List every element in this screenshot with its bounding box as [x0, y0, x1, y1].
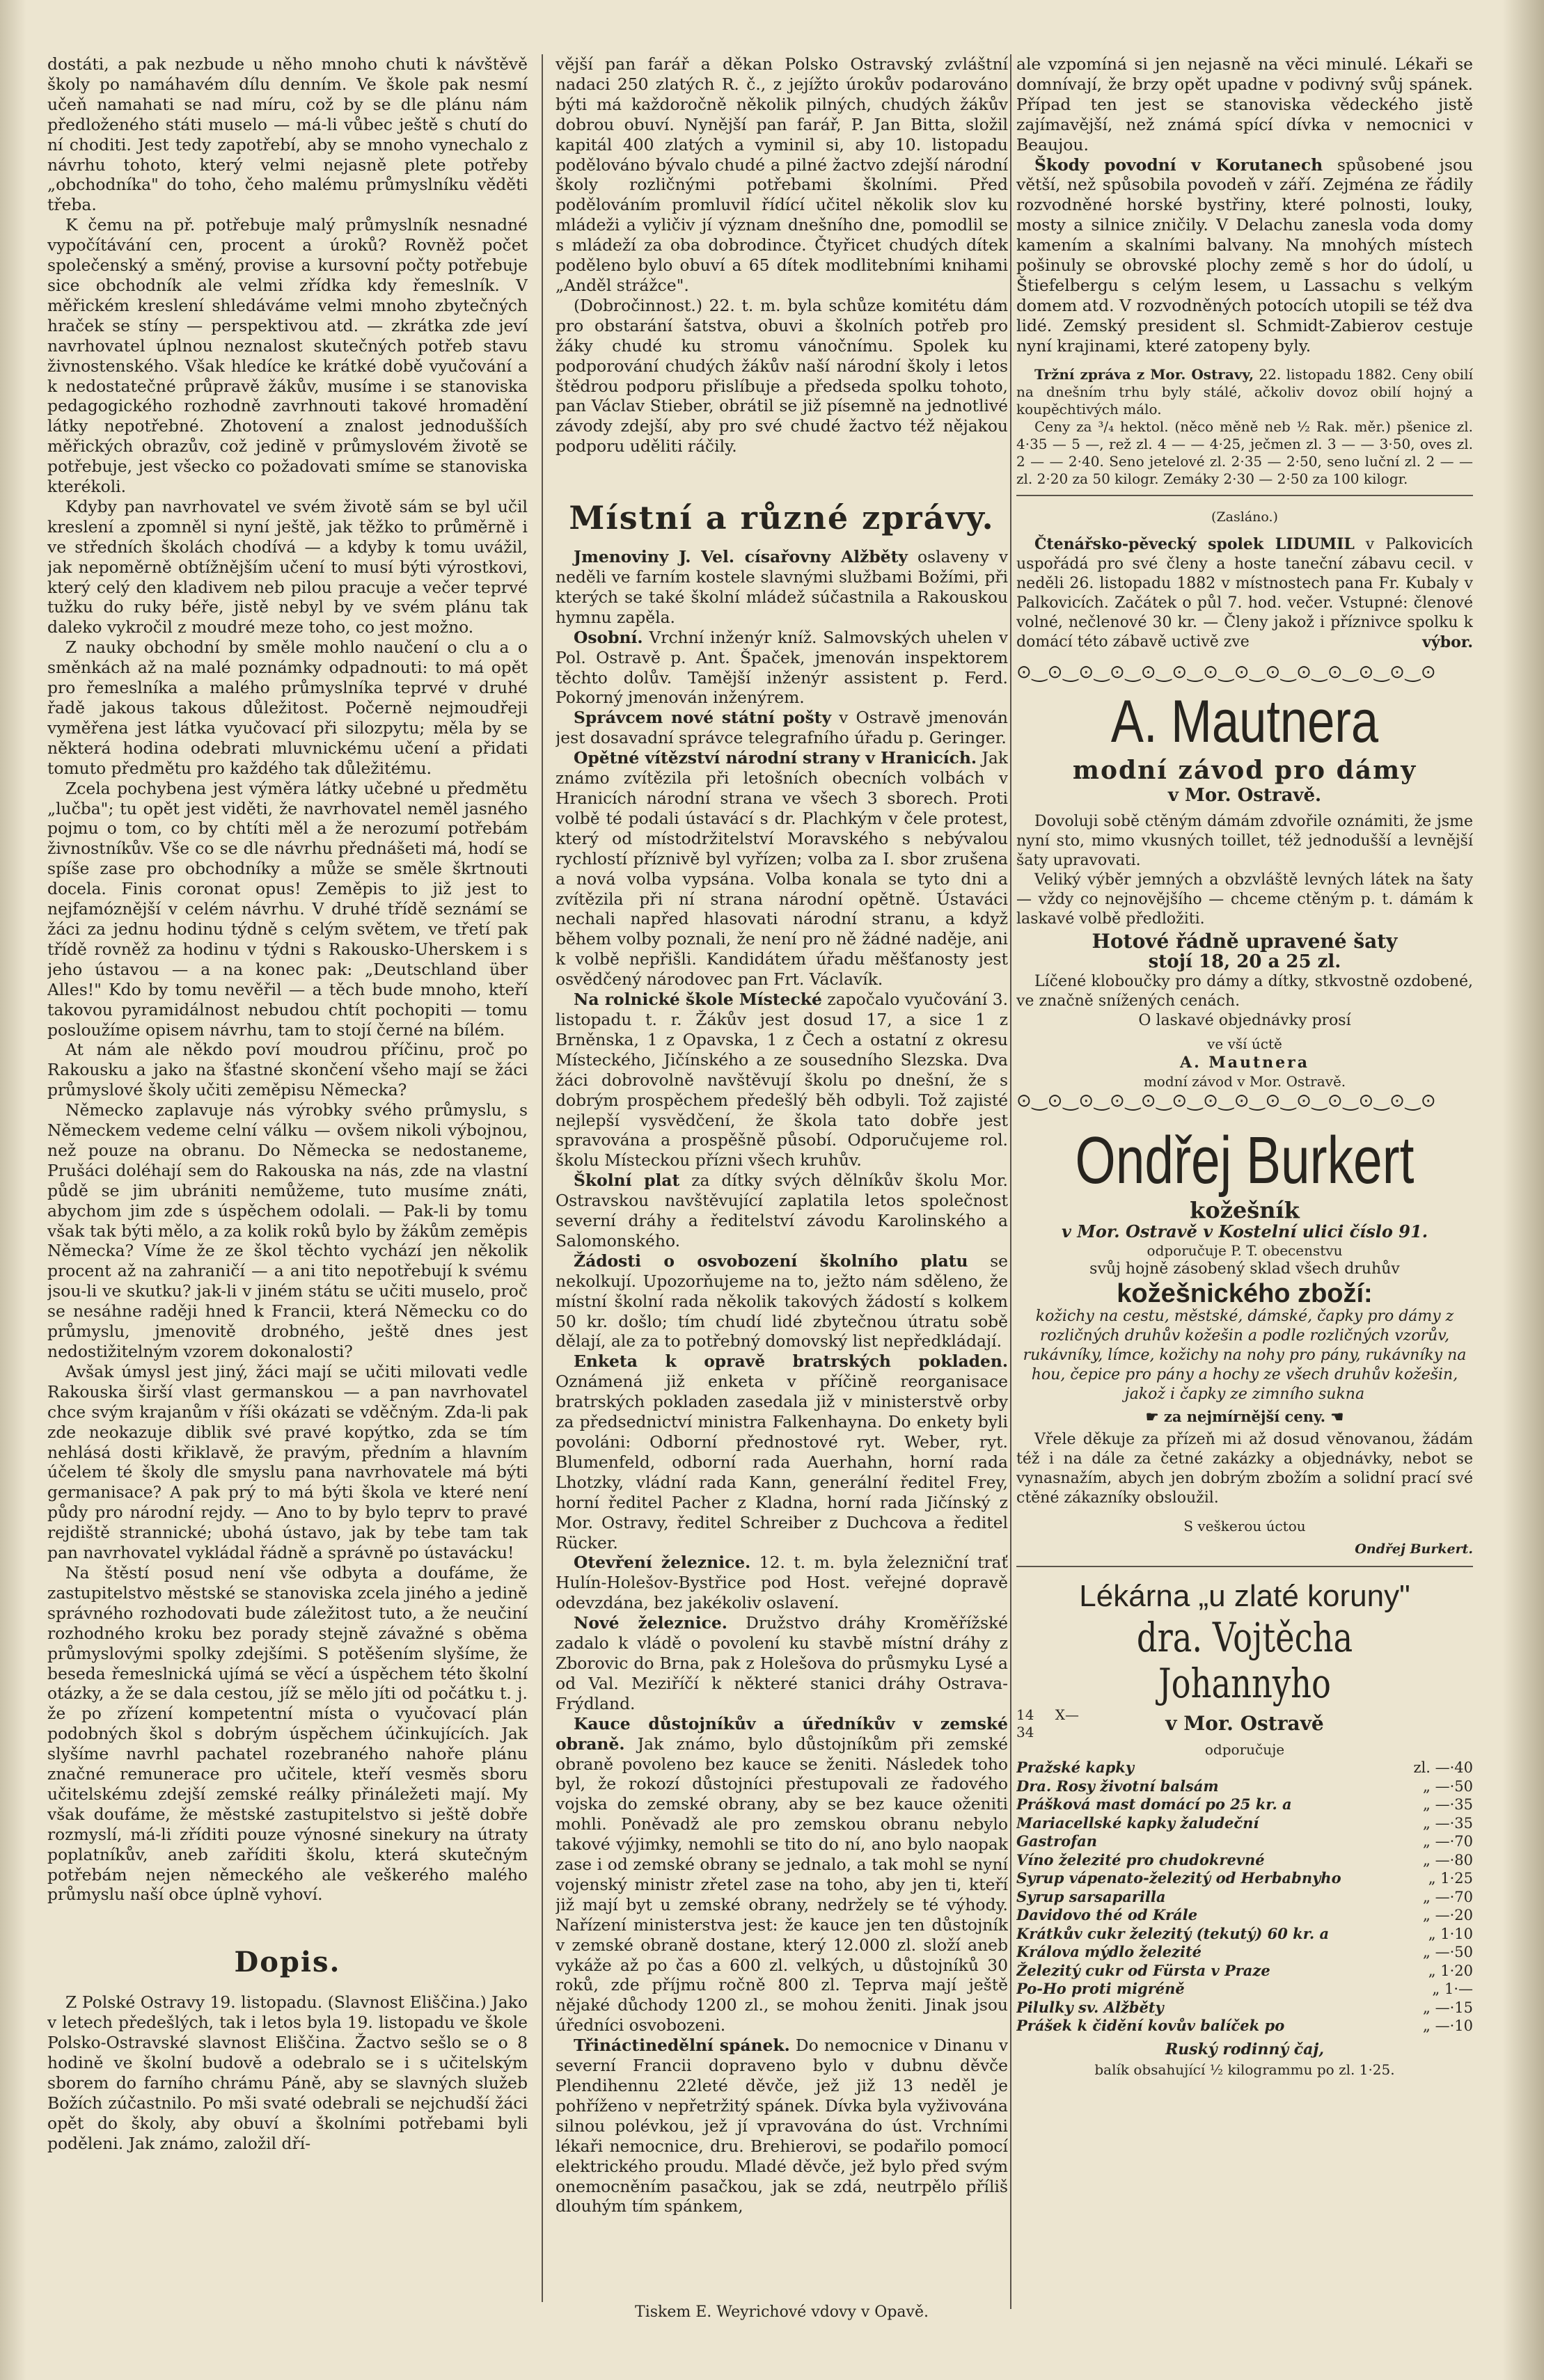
article-paragraph: Kdyby pan navrhovatel ve svém životě sám se byl učil kreslení a zpomněl si nyní ještě, jak těžko to průměrně i ve středních školách chodívá — a kdyby k tomu uvážil, jak nepoměrně obtížnějším učení to musí býti výrostkovi, který celý den kladivem neb pilou pracuje a večer teprvé tužku do ruky béře, jistě nebyl by ve svém plánu tak daleko vykročil z moudré meze toho, co jest možno.	[47, 496, 528, 637]
ad-mautner-highlight: Hotové řádně upravené šaty	[1092, 930, 1398, 953]
ad-mautner	[1016, 662, 1473, 1112]
price-row	[1016, 1925, 1473, 1944]
price-item-price: „ —·15	[1423, 1999, 1473, 2016]
market-report-body: 22. listopadu 1882. Ceny obilí na dnešním trhu byly stálé, ačkoliv dovoz obilí hojný a koupěchtivých málo.	[1016, 365, 1473, 418]
price-item-name: Víno železité pro chudokrevné	[1016, 1850, 1265, 1869]
article-paragraph: vější pan farář a děkan Polsko Ostravský zvláštní nadaci 250 zlatých R. č., z jejížto úrokův podarováno býti má každoročně několik pilných, chudých žákův dobrou obuví. Nynější pan farář, P. Jan Bitta, složil kapitál 400 zlatých a vyminil si, aby 10. listopadu podělováno bývalo chudé a pilné žactvo zdejší národní školy rozličnými potřebami školními. Před podělováním promluvil řídící učitel několik slov ku mládeži a vyličiv jí význam dnešního dne, pomodlil se s mládeží za oba dobrodince. Čtyřicet chudých dítek poděleno bylo obuví a 65 dítek modlitebními knihami „Anděl strážce".	[556, 54, 1008, 295]
news-item-body: Jak známo, bylo důstojníkům při zemské obraně povoleno bez kauce se ženiti. Následek toho byl, že rokozí důstojníci přestupovali ze řadového vojska do zemské obrany, aby se bez kauce oženiti mohli. Poněvadž ale pro zemskou obranu nebylo takové výjimky, nemohli se tito do ní, ano bylo naopak zase i od zemské obrany se jednalo, a tak mohl se nyní vojenský ministr zřetel zase na toho, aby jen ti, kteří již mají byt u zemské obrany, nedržely se té výhody. Nařízení ministerstva jest: že kauce jen ten důstojník v zemské obraně dostane, který 12.000 zl. složí aneb vykáže až po čas a 600 zl. velkých, u důstojníků 30 roků, zde příjmu ročně 800 zl. Teprva mají ještě nějaké důchody 1200 zl., se mohou ženiti. Jinak jsou úředníci osvobozeni.	[556, 1734, 1008, 2036]
price-row	[1016, 1999, 1473, 2017]
news-item-body: se nekolkují. Upozorňujeme na to, ježto nám sděleno, že místní školní rada několik takových žádostí s kolkem 50 kr. došlo; tím chudí lidé zbytečnou útratu sobě dělají, ale za to potřebný domovský list nepředkládají.	[556, 1251, 1008, 1351]
ad-burkert-respect: S veškerou úctou	[1183, 1517, 1306, 1534]
market-prices: Ceny za ³/₄ hektol. (něco měně neb ½ Rak. měr.) pšenice zl. 4·35 — 5 —, rež zl. 4 — — 4·25, ječmen zl. 3 — — 3·50, oves zl. 2 — — 2·40. Seno jetelové zl. 2·35 — 2·50, seno luční zl. 2 — — zl. 2·20 za 50 kilogr. Zemáky 2·30 — 2·50 za 100 kilogr.	[1016, 418, 1473, 487]
news-item-body: Jak známo zvítězila při letošních obecních volbách v Hranicích národní strana ve všech 3 sborech. Proti volbě té podali ústavácí s dr. Plachkým v čele protest, který od místodržitelství Moravského s nebývalou rychlostí příznivě byl vyřízen; volba za I. sbor zrušena a nová volba vypsána. Volba konala se tyto dni a zvítězila při ní strana národní opětně. Ústaváci nechali napřed hlasovati národní stranu, a když během volby poznali, že není pro ně žádné naděje, ani k volbě nepřišli. Kandidátem úřadu měšťanosty jest osvědčený národovec pan Frt. Václavík.	[556, 748, 1008, 990]
zaslano-label: (Zasláno.)	[1211, 509, 1278, 525]
news-item-title: Správcem nové státní pošty	[574, 708, 832, 728]
ad-lekarna-recommends: odporučuje	[1204, 1741, 1285, 1759]
article-paragraph: K čemu na př. potřebuje malý průmyslník nesnadné vypočítávání cen, procent a úroků? Rovněž počet společenský a směný, provise a kursovní počty potřebuje sice obchodník ale velmi zřídka kdy řemeslník. V měřickém kreslení shledáváme velmi mnoho zbytečných hraček se stíny — perspektivou atd. — zkrátka zde jeví navrhovatel úplnou neznalost skutečných potřeb stavu živnostenského. Však hledíce ke krátké době vyučování a k nedostatečné průpravě žákův, musíme i se stanoviska pedagogického rozhodně zavrhnouti takové hromadění látky nepotřebné. Zhotovení a znalost jednodušších měřických obrazův, což jedině v průmyslovém životě se potřebuje, jest všecko co požadovati smíme se stanoviska kterékoli.	[47, 215, 528, 497]
ad-burkert-price	[1016, 1407, 1473, 1427]
price-row	[1016, 1888, 1473, 1907]
news-item	[556, 708, 1008, 748]
news-item	[556, 1553, 1008, 1613]
news-item	[556, 748, 1008, 990]
price-row	[1016, 1851, 1473, 1870]
price-row	[1016, 1980, 1473, 1999]
ad-burkert-address: v Mor. Ostravě v Kostelní ulici číslo 91.	[1061, 1221, 1428, 1241]
article-paragraph: ale vzpomíná si jen nejasně na věci minulé. Lékaři se domnívají, že brzy opět upadne v podivný svůj spánek. Případ ten jest se stanoviska vědeckého jistě zajímavější, než známá spící dívka v nemocnici v Beaujou.	[1016, 54, 1473, 154]
price-item-price: „ —·20	[1423, 1907, 1473, 1924]
news-item	[556, 1351, 1008, 1553]
page-edge-right	[1502, 0, 1544, 2380]
news-item-body: Oznámená již enketa v příčině reorganisace bratrských pokladen zasedala již v ministerstvě orby za předsednictví ministra Falkenhayna. Do enkety byli povoláni: Odborní přednostové ryt. Weber, ryt. Blumenfeld, odborní rada Auerhahn, horní rada Lhotzky, vládní rada Kann, generální ředitel Frey, horní ředitel Pacher z Kladna, horní rada Jičínský z Mor. Ostravy, ředitel Schreiber z Duchcova a ředitel Rücker.	[556, 1372, 1008, 1553]
article-paragraph: (Dobročinnost.) 22. t. m. byla schůze komitétu dám pro obstarání šatstva, obuvi a školních potřeb pro žáky chudé ku stromu vánočnímu. Spolek ku podporování chudých žákův naší národní školy i letos štědrou podporu přislíbuje a předseda spolku tohoto, pan Václav Stieber, obrátil se již písemně na jednotlivé závody zdejší, aby pro své chudé žactvo též nějakou podporu uděliti ráčily.	[556, 295, 1008, 457]
divider	[1016, 1566, 1473, 1567]
news-item-body: Do nemocnice v Dinanu v severní Francii dopraveno bylo v dubnu děvče Plendihennu 22leté děvče, jež již 13 neděl je pohříženo v nepřetržitý spánek. Dívka byla vyživována silnou polévkou, jež jí vpravována do úst. Vrchními lékaři nemocnice, dru. Brehierovi, se podařilo pomocí elektrického proudu. Mladé děvče, jež bylo před svým onemocněním pasačkou, jak se zdá, neutrpělo příliš dlouhým tím spánkem,	[556, 2036, 1008, 2216]
ad-lekarna	[1016, 1578, 1473, 2079]
price-row	[1016, 1906, 1473, 1925]
news-item-title: Enketa k opravě bratrských pokladen.	[574, 1351, 1008, 1372]
news-item-title: Třináctinedělní spánek.	[574, 2036, 790, 2056]
news-item-body: oslaveny v neděli ve farním kostele slavnými službami Božími, při kterých se také školní mládež súčastnila a Rakouskou hymnu zapěla.	[556, 547, 1008, 627]
news-item-body: v Ostravě jmenován jest dosavadní správce telegrafního úřadu p. Geringer.	[556, 708, 1008, 748]
ad-mautner-subtitle: modní závod pro dámy	[1072, 755, 1417, 785]
article-paragraph: Německo zaplavuje nás výrobky svého průmyslu, s Německem vedeme celní válku — ovšem nikoli výbojnou, než pouze na obranu. Do Německa se nedostaneme, Prušáci doléhají sem do Rakouska na nás, zde na vlastní půdě se jim ubrániti nemůžeme, tuto musíme znáti, abychom jim zde s úspěchem odolali. — Pak-li by tomu však tak býti mělo, a za kolik roků bylo by žákům zeměpis Německa? Víme že ze škol těchto vychází jen několik procent až na zahraničí — a ani tito nepotřebují k svému jsou-li ve skutku? jak-li v jiném státu se učiti muselo, proč se nesáhne raději hned k Francii, která Německu co do průmyslu, jmenovitě drobného, ještě dnes jest nedostižitelným vzorem dokonalosti?	[47, 1100, 528, 1361]
printer-footer: Tiskem E. Weyrichové vdovy v Opavě.	[635, 2303, 929, 2321]
lidumil-title: Čtenářsko-pěvecký spolek LIDUMIL	[1034, 534, 1355, 553]
price-item-name: Po-Ho proti migréně	[1016, 1980, 1185, 1998]
news-items	[556, 547, 1008, 2216]
price-item-price: „ 1·—	[1432, 1981, 1473, 1998]
ad-burkert	[1016, 1122, 1473, 1559]
price-item-name: Krátkův cukr železitý (tekutý) 60 kr. a	[1016, 1924, 1330, 1942]
price-list	[1016, 1759, 1473, 2036]
news-item-body: za dítky svých dělníkův školu Mor. Ostravskou navštěvující zaplatila letos společnost severní dráhy a ředitelství závodu Karolinského a Salomonského.	[556, 1171, 1008, 1251]
dopis-paragraph: Z Polské Ostravy 19. listopadu. (Slavnost Eliščina.) Jako v letech předešlých, tak i letos byla 19. listopadu ve škole Polsko-Ostravské slavnost Eliščina. Žactvo sešlo se o 8 hodině ve školní budově a odebralo se i s učitelským sborem do farního chrámu Páně, aby se slavných služeb Božích zúčastnilo. Po mši svaté odebrali se nejchudší žáci opět do školy, aby obuví a školními potřebami byli poděleni. Jak známo, založil dří-	[47, 1992, 528, 2153]
price-row	[1016, 1832, 1473, 1851]
ad-burkert-signature: Ondřej Burkert.	[1355, 1541, 1473, 1557]
news-item-title: Na rolnické škole Místecké	[574, 990, 822, 1010]
ad-burkert-price-text: za nejmírnější ceny.	[1163, 1407, 1326, 1425]
market-report	[1016, 366, 1473, 418]
news-item	[1016, 155, 1473, 356]
ad-burkert-name: Ondřej Burkert	[1075, 1123, 1415, 1198]
ad-lekarna-place: v Mor. Ostravě	[1165, 1712, 1324, 1736]
news-item-title: Školní plat	[574, 1171, 680, 1191]
price-item-name: Železitý cukr od Fürsta v Praze	[1016, 1961, 1270, 1979]
price-row	[1016, 2017, 1473, 2036]
article-paragraph: Avšak úmysl jest jiný, žáci mají se učiti milovati vedle Rakouska širší vlast germanskou — a pan navrhovatel chce svým krajanům v říši okázati se vděčným. Zda-li pak zde neokazuje diblik své pravé kopýtko, zda se tím nehlásá dosti křiklavě, že pravým, předním a hlavním účelem té školy dle smyslu pana navrhovatele má býti germanisace? A pak prý to má býti škola ve které není půdy pro národní rejdy. — Ano to by bylo teprv to pravé rejdiště strannické; ubohá ústavo, jak by tebe tam tak pan navrhovatel vykládal řádně a správně po ústavácku!	[47, 1361, 528, 1563]
price-row	[1016, 1777, 1473, 1796]
news-item-body: Družstvo dráhy Kroměřížské zadalo k vládě o povolení ku stavbě místní dráhy z Zborovic do Brna, pak z Holešova do průsmyku Lysé a od Val. Meziříčí k některé stanici dráhy Ostrava-Frýdland.	[556, 1613, 1008, 1713]
price-row	[1016, 1814, 1473, 1833]
column-1	[47, 54, 528, 2323]
news-item	[556, 1714, 1008, 2036]
news-item-title: Opětné vítězství národní strany v Hranicích.	[574, 748, 977, 768]
page-edge-left	[0, 0, 26, 2380]
ad-lekarna-tea: Ruský rodinný čaj,	[1165, 2040, 1325, 2058]
price-item-price: „ 1·25	[1428, 1870, 1473, 1887]
price-item-name: Pražské kapky	[1016, 1759, 1135, 1777]
section-heading-mistni: Místní a různé zprávy.	[569, 499, 995, 537]
ad-burkert-goods: kožešnického zboží:	[1117, 1278, 1373, 1308]
news-item-body: Vrchní inženýr kníž. Salmovských uhelen v Pol. Ostravě p. Ant. Špaček, jmenován inspektorem těchto dolův. Tamější inženýr assistent p. Ferd. Pokorný jmenován inženýrem.	[556, 627, 1008, 708]
news-item-title: Osobní.	[574, 627, 643, 647]
ad-lekarna-owner: dra. Vojtěcha Johannyho	[1136, 1614, 1353, 1708]
price-item-name: Syrup vápenato-železitý od Herbabnyho	[1016, 1869, 1341, 1887]
section-heading-dopis: Dopis.	[234, 1946, 341, 1979]
price-row	[1016, 1869, 1473, 1888]
price-item-price: „ —·10	[1423, 2017, 1473, 2035]
ad-mautner-body: Dovoluji sobě ctěným dámám zdvořile oznámiti, že jsme nyní sto, mimo vkusných toillet, též jednodušší a levnější šaty upravovati.	[1016, 813, 1473, 870]
ad-mautner-prices: stojí 18, 20 a 25 zl.	[1148, 951, 1341, 973]
price-item-name: Mariacellské kapky žaludeční	[1016, 1814, 1259, 1832]
price-row	[1016, 1795, 1473, 1814]
price-item-price: „ 1·10	[1428, 1925, 1473, 1942]
news-item-title: Žádosti o osvobození školního platu	[574, 1251, 968, 1271]
news-item-title: Nové železnice.	[574, 1613, 727, 1633]
article-paragraph: Z nauky obchodní by směle mohlo naučení o clu a o směnkách až na malé poznámky odpadnouti: to má opět pro řemeslníka a malého průmyslníka teprvé v druhé řadě jakous takous důležitost. Počerně nejmoudřeji vyměřena jest látka vyučovací při silozpytu; měla by se některá hodina odebrati mluvnickému učení a přidati tomuto předmětu pro každého tak důležitému.	[47, 637, 528, 778]
news-item	[556, 1613, 1008, 1714]
price-item-name: Prášek k čidění kovův balíček po	[1016, 2017, 1285, 2035]
news-item-body: 12. t. m. byla železniční trať Hulín-Holešov-Bystřice pod Host. veřejné dopravě odevzdána, bez jakékoliv oslavení.	[556, 1553, 1008, 1613]
news-item-body: započalo vyučování 3. listopadu t. r. Žákův jest dosud 17, a sice 1 z Brněnska, 1 z Opavska, 1 z Čech a ostatní z okresu Místeckého, Jičínského a ze sousedního Slezska. Dva žáci dobrovolně navštěvují školu po dnešní, že s dobrým prospěchem předešlý běh odbyli. Tož zajisté nejlepší vysvědčení, že škola tato dobře jest spravována a prospěšně působí. Odporučujeme rol. školu Místeckou přízni všech kruhův.	[556, 990, 1008, 1171]
ad-lekarna-tea-detail: balík obsahující ½ kilogrammu po zl. 1·25.	[1094, 2061, 1395, 2078]
ad-mautner-sig1: ve vší úctě	[1207, 1036, 1282, 1053]
news-item	[556, 628, 1008, 708]
price-item-price: „ 1·20	[1428, 1962, 1473, 1979]
news-item	[556, 2036, 1008, 2216]
price-item-price: „ —·35	[1423, 1814, 1473, 1832]
news-item-title: Kauce důstojníkův a úředníkův v zemské obraně.	[556, 1713, 1008, 1754]
news-item-title: Otevření železnice.	[574, 1553, 751, 1573]
price-item-name: Davidovo thé od Krále	[1016, 1906, 1198, 1924]
ad-mautner-body: O laskavé objednávky prosí	[1138, 1012, 1351, 1030]
column-rule-1	[542, 54, 543, 2302]
news-item	[556, 990, 1008, 1171]
news-item-title: Jmenoviny J. Vel. císařovny Alžběty	[574, 547, 908, 567]
ad-lekarna-ref: 14 X—34	[1016, 1706, 1079, 1741]
price-item-name: Gastrofan	[1016, 1832, 1098, 1850]
news-item	[556, 1171, 1008, 1251]
ad-border-top: ⊙‿⊙‿⊙‿⊙‿⊙‿⊙‿⊙‿⊙‿⊙‿⊙‿⊙‿⊙‿⊙‿⊙	[1016, 661, 1437, 683]
news-item-title: Škody povodní v Korutanech	[1034, 154, 1323, 175]
ad-mautner-body: Veliký výběr jemných a obzvláště levných látek na šaty — vždy co nejnovějšího — chceme ctěným p. t. dámám k laskavé volbě předložiti.	[1016, 871, 1473, 928]
ad-burkert-line: svůj hojně zásobený sklad všech druhův	[1089, 1260, 1400, 1278]
market-report-title: Tržní zpráva z Mor. Ostravy,	[1034, 365, 1254, 383]
ad-burkert-list: kožichy na cestu, městské, dámské, čapky pro dámy z rozličných druhův kožešin a podle rozličných vzorův, rukávníky, límce, kožichy na nohy pro pány, rukávníky na hou, čepice pro pány a hochy ze všech druhův kožešin, jakož i čapky ze zimního sukna	[1023, 1307, 1467, 1403]
ad-mautner-sig2: A. Mautnera	[1180, 1054, 1309, 1072]
column-3	[1016, 54, 1473, 2323]
hand-pointer-icon: ☛	[1145, 1407, 1164, 1425]
price-item-name: Syrup sarsaparilla	[1016, 1887, 1166, 1905]
article-paragraph: dostáti, a pak nezbude u něho mnoho chuti k návštěvě školy po namáhavém dílu denním. Ve škole pak nesmí učeň namahati se nad míru, což by se dle plánu nám předloženého státi muselo — má-li vůbec ještě s chutí do ní choditi. Jest tedy zapotřebí, aby se mnoho vynechalo z návrhu tohoto, který velmi nejasně plete potřeby „obchodníka" do toho, čeho malému průmyslníku věděti třeba.	[47, 54, 528, 215]
lidumil-signature: výbor.	[1422, 633, 1473, 651]
ad-mautner-place: v Mor. Ostravě.	[1167, 784, 1322, 806]
news-item-body: spůsobené jsou větší, než spůsobila povodeň v září. Zejména ze řádily rozvodněné horské bystřiny, které polnosti, louky, mosty a silnice zničily. V Delachu zanesla voda domy kamením a skalními balvany. Na mnohých místech pošinuly se obrovské plochy země s hor do údolí, u Štiefelbergu s celým lesem, u Lassachu s velkým domem atd. V rozvodněných potocích utopili se též dva lidé. Zemský president sl. Schmidt-Zabierov cestuje nyní krajinami, které zatopeny byly.	[1016, 154, 1473, 356]
ad-burkert-trade: kožešník	[1190, 1197, 1300, 1224]
article-paragraph: Na štěstí posud není vše odbyta a doufáme, že zastupitelstvo městské se stanoviska zcela jiného a jedině správného rozhodovati bude záležitost tuto, a že neučiní rozhodného kroku bez porady stejně závažné s oběma průmyslovými spolky zdejšími. S potěšením slyšíme, že beseda řemeslnická ujímá se věcí a úspěchem této školní otázky, a že se dala cestou, jíž se mělo jíti od počátku t. j. že po zřízení kompetentní místa o vyučovací plán podobných škol s dobrým úspěchem účinkujících. Jak slyšíme navrhl pachatel rozebraného nahoře plánu značné remunerace pro učitele, kteří vesměs sboru učitelskému zdejší zemské reálky přináležeti mají. My však doufáme, že městské zastupitelstvo si ještě dobře rozmyslí, má-li zříditi pouze výnosné sinekury na útraty poplatníkův, aneb zaříditi školu, která skutečným potřebám nejen německého ale veškerého malého průmyslu naší obce úplně vyhoví.	[47, 1562, 528, 1905]
ad-mautner-name: A. Mautnera	[1110, 688, 1379, 755]
article-paragraph: Zcela pochybena jest výměra látky učebné u předmětu „lučba"; tu opět jest viděti, že navrhovatel neměl jasného pojmu o tom, co by chtíti měl a že nerozumí potřebám živnostníkův. Vše co se dle návrhu přednášeti má, hodí se spíše zase pro obchodníky a může se směle škrtnouti docela. Finis coronat opus! Zeměpis to již jest to nejfamóznější v celém návrhu. V druhé třídě seznámí se žáci za jednu hodinu týdně s celým světem, ve třetí pak třídě rovněž za hodinu v týdni s Rakousko-Uherskem i s jeho ústavou — a na konec pak: „Deutschland über Alles!" Kdo by tomu nevěřil — a těch bude mnoho, kteří takovou pyramidálnost nebudou chtít pochopiti — tomu posloužíme opisem návrhu, tam to stojí černé na bílém.	[47, 778, 528, 1040]
price-item-name: Dra. Rosy životní balsám	[1016, 1777, 1219, 1795]
price-item-price: „ —·70	[1423, 1833, 1473, 1850]
price-item-price: „ —·35	[1423, 1796, 1473, 1814]
ad-burkert-thanks: Vřele děkuje za přízeň mi až dosud věnovanou, žádám též i na dále za četné zakázky a objednávky, nebot se vynasnažím, abych jen dobrým zbožím a solidní prací své ctěné zákazníky obsloužil.	[1016, 1430, 1473, 1507]
price-item-price: „ —·70	[1423, 1888, 1473, 1905]
column-2	[556, 54, 1008, 2323]
price-item-name: Pilulky sv. Alžběty	[1016, 1998, 1164, 2016]
lidumil-body: v Palkovicích uspořádá pro své členy a hoste taneční zábavu cecil. v neděli 26. listopadu 1882 v místnostech pana Fr. Kubaly v Palkovicích. Začátek o půl 7. hod. večer. Vstupné: členové volné, nečlenové 30 kr. — Členy jakož i příznivce spolku k domácí této zábavě uctivě zve	[1016, 535, 1473, 651]
price-item-name: Králova mýdlo železité	[1016, 1943, 1202, 1961]
price-row	[1016, 1962, 1473, 1981]
price-item-name: Prášková mast domácí po 25 kr. a	[1016, 1795, 1292, 1814]
ad-lekarna-place-row	[1016, 1706, 1473, 1741]
price-row	[1016, 1943, 1473, 1962]
ad-lekarna-title: Lékárna „u zlaté koruny"	[1079, 1579, 1410, 1614]
ad-mautner-body: Líčené kloboučky pro dámy a dítky, stkvostně ozdobené, ve značně snížených cenách.	[1016, 973, 1473, 1010]
price-item-price: „ —·50	[1423, 1777, 1473, 1795]
price-item-price: „ —·50	[1423, 1944, 1473, 1961]
hand-pointer-icon: ☚	[1325, 1407, 1344, 1425]
article-paragraph: At nám ale někdo poví moudrou příčinu, proč po Rakousku a jako na šťastné skončení všeho mají se žáci průmyslové školy učiti zeměpisu Německa?	[47, 1040, 528, 1100]
news-item	[556, 547, 1008, 628]
ad-burkert-line: odporučuje P. T. obecenstvu	[1147, 1241, 1343, 1259]
divider	[1016, 495, 1473, 496]
price-item-price: zl. —·40	[1413, 1759, 1473, 1777]
ad-mautner-sig3: modní závod v Mor. Ostravě.	[1143, 1073, 1346, 1090]
price-row	[1016, 1759, 1473, 1777]
column-rule-2	[1010, 54, 1011, 2309]
news-item	[556, 1251, 1008, 1352]
ad-border-bottom: ⊙‿⊙‿⊙‿⊙‿⊙‿⊙‿⊙‿⊙‿⊙‿⊙‿⊙‿⊙‿⊙‿⊙	[1016, 1090, 1437, 1112]
lidumil-notice	[1016, 534, 1473, 652]
price-item-price: „ —·80	[1423, 1851, 1473, 1869]
